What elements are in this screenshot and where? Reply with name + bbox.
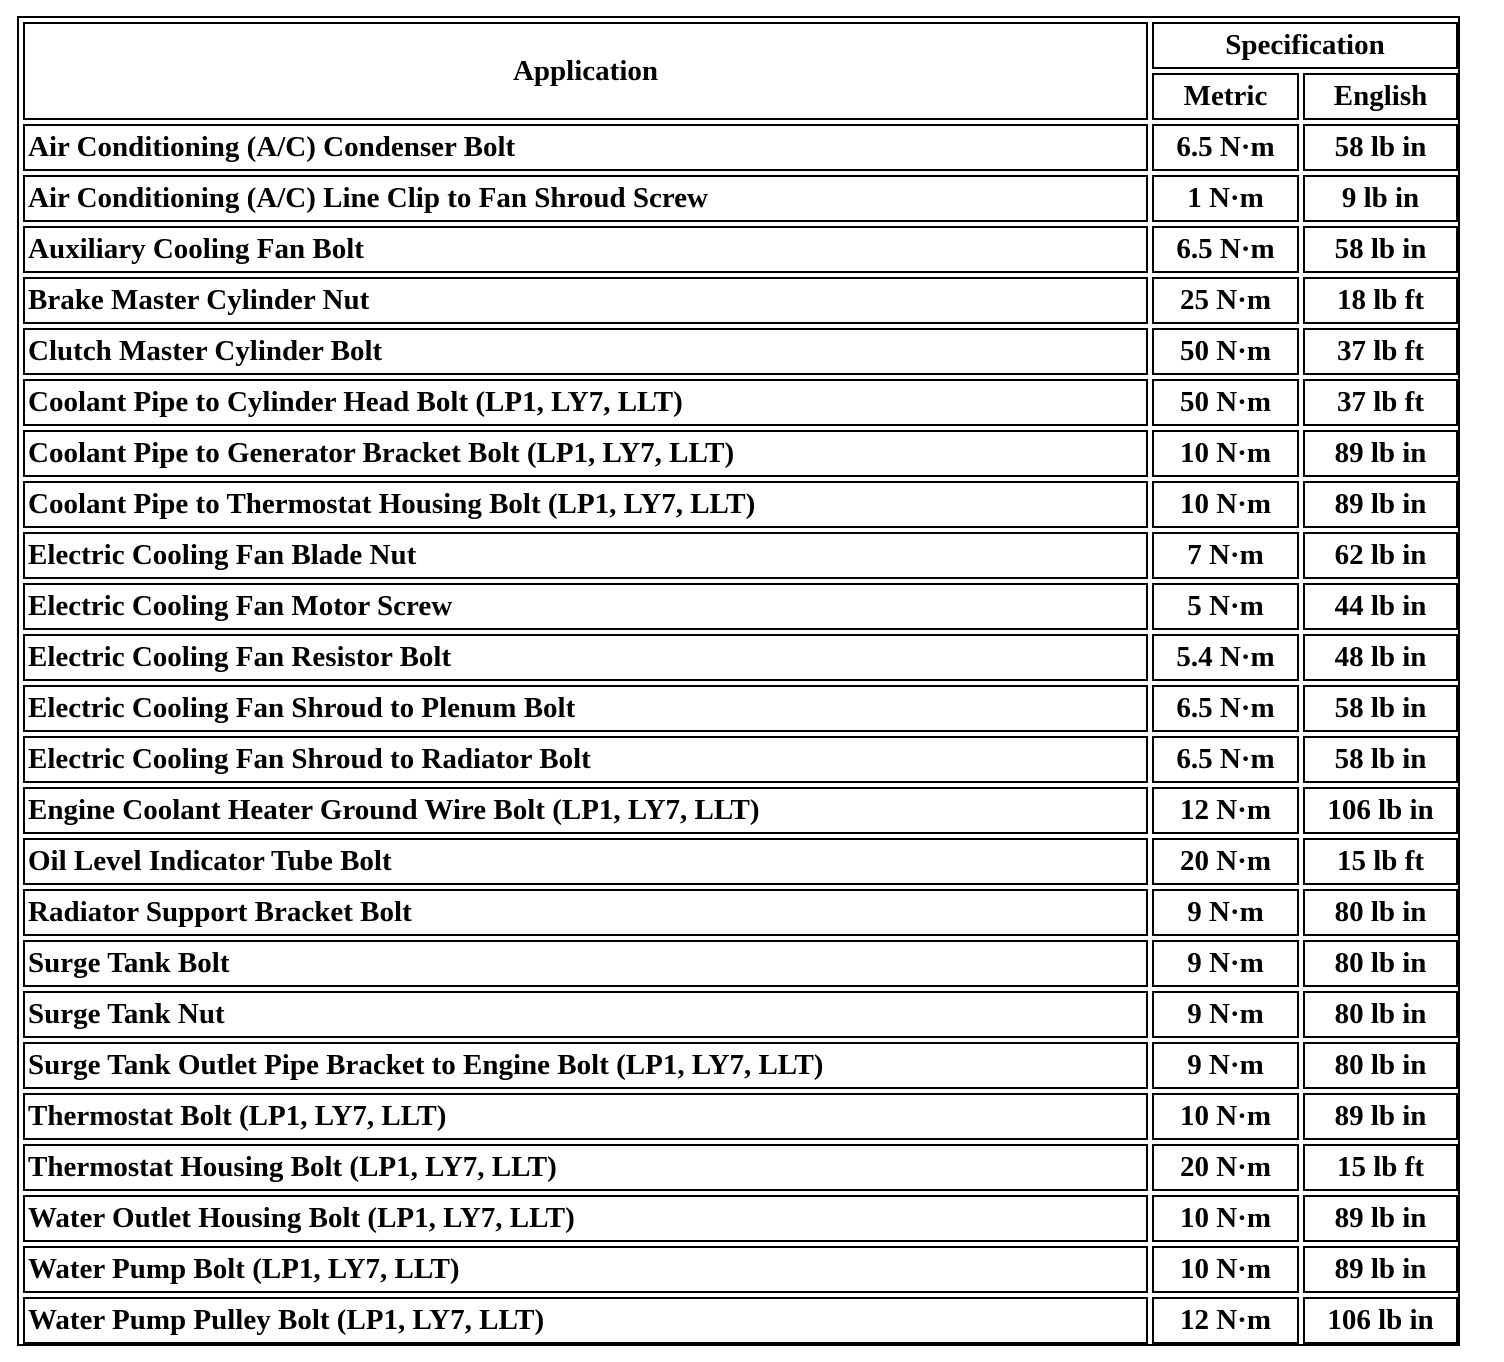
cell-english: 48 lb in [1303,634,1458,681]
cell-english: 89 lb in [1303,1093,1458,1140]
cell-metric: 20 N·m [1152,838,1299,885]
cell-metric: 6.5 N·m [1152,685,1299,732]
cell-english: 58 lb in [1303,736,1458,783]
cell-english: 89 lb in [1303,1246,1458,1293]
cell-application: Radiator Support Bracket Bolt [23,889,1148,936]
torque-spec-table [19,18,1462,1348]
table-row [23,940,1458,987]
cell-metric: 25 N·m [1152,277,1299,324]
table-row [23,991,1458,1038]
cell-english: 44 lb in [1303,583,1458,630]
cell-application: Coolant Pipe to Cylinder Head Bolt (LP1, LY7, LLT) [23,379,1148,426]
cell-metric: 6.5 N·m [1152,736,1299,783]
cell-english: 18 lb ft [1303,277,1458,324]
cell-metric: 9 N·m [1152,940,1299,987]
cell-application: Electric Cooling Fan Shroud to Radiator Bolt [23,736,1148,783]
cell-english: 15 lb ft [1303,838,1458,885]
cell-english: 37 lb ft [1303,379,1458,426]
table-row [23,889,1458,936]
cell-application: Clutch Master Cylinder Bolt [23,328,1148,375]
cell-application: Water Pump Pulley Bolt (LP1, LY7, LLT) [23,1297,1148,1344]
cell-metric: 5.4 N·m [1152,634,1299,681]
cell-application: Oil Level Indicator Tube Bolt [23,838,1148,885]
table-row [23,1297,1458,1344]
cell-application: Surge Tank Nut [23,991,1148,1038]
table-row [23,1246,1458,1293]
cell-application: Electric Cooling Fan Motor Screw [23,583,1148,630]
table-row [23,838,1458,885]
cell-english: 80 lb in [1303,991,1458,1038]
cell-english: 89 lb in [1303,1195,1458,1242]
cell-application: Thermostat Housing Bolt (LP1, LY7, LLT) [23,1144,1148,1191]
cell-english: 58 lb in [1303,685,1458,732]
table-row [23,736,1458,783]
cell-metric: 7 N·m [1152,532,1299,579]
table-row [23,277,1458,324]
cell-metric: 10 N·m [1152,1246,1299,1293]
table-row [23,634,1458,681]
cell-metric: 10 N·m [1152,481,1299,528]
cell-english: 58 lb in [1303,124,1458,171]
table-row [23,1195,1458,1242]
table-row [23,685,1458,732]
cell-application: Air Conditioning (A/C) Line Clip to Fan Shroud Screw [23,175,1148,222]
table-row [23,1144,1458,1191]
cell-metric: 10 N·m [1152,430,1299,477]
cell-english: 80 lb in [1303,940,1458,987]
header-application: Application [23,22,1148,120]
cell-application: Thermostat Bolt (LP1, LY7, LLT) [23,1093,1148,1140]
table-row [23,328,1458,375]
cell-application: Surge Tank Outlet Pipe Bracket to Engine Bolt (LP1, LY7, LLT) [23,1042,1148,1089]
cell-application: Electric Cooling Fan Resistor Bolt [23,634,1148,681]
table-row [23,532,1458,579]
table-row [23,787,1458,834]
cell-metric: 50 N·m [1152,328,1299,375]
cell-application: Coolant Pipe to Thermostat Housing Bolt (LP1, LY7, LLT) [23,481,1148,528]
cell-metric: 12 N·m [1152,787,1299,834]
table-row [23,124,1458,171]
cell-application: Water Outlet Housing Bolt (LP1, LY7, LLT) [23,1195,1148,1242]
cell-application: Electric Cooling Fan Blade Nut [23,532,1148,579]
cell-metric: 10 N·m [1152,1093,1299,1140]
cell-metric: 6.5 N·m [1152,124,1299,171]
cell-english: 80 lb in [1303,1042,1458,1089]
cell-application: Air Conditioning (A/C) Condenser Bolt [23,124,1148,171]
table-row [23,481,1458,528]
cell-application: Electric Cooling Fan Shroud to Plenum Bolt [23,685,1148,732]
cell-english: 106 lb in [1303,787,1458,834]
header-metric: Metric [1152,73,1299,120]
cell-application: Engine Coolant Heater Ground Wire Bolt (LP1, LY7, LLT) [23,787,1148,834]
cell-english: 15 lb ft [1303,1144,1458,1191]
cell-english: 37 lb ft [1303,328,1458,375]
cell-metric: 6.5 N·m [1152,226,1299,273]
cell-metric: 20 N·m [1152,1144,1299,1191]
table-row [23,430,1458,477]
header-specification: Specification [1152,22,1458,69]
cell-application: Water Pump Bolt (LP1, LY7, LLT) [23,1246,1148,1293]
table-row [23,1093,1458,1140]
table-row [23,175,1458,222]
cell-metric: 5 N·m [1152,583,1299,630]
table-row [23,226,1458,273]
cell-english: 62 lb in [1303,532,1458,579]
table-row [23,379,1458,426]
cell-english: 89 lb in [1303,481,1458,528]
cell-english: 89 lb in [1303,430,1458,477]
cell-english: 58 lb in [1303,226,1458,273]
cell-metric: 12 N·m [1152,1297,1299,1344]
table-row [23,1042,1458,1089]
cell-application: Surge Tank Bolt [23,940,1148,987]
cell-application: Coolant Pipe to Generator Bracket Bolt (LP1, LY7, LLT) [23,430,1148,477]
cell-metric: 1 N·m [1152,175,1299,222]
cell-english: 80 lb in [1303,889,1458,936]
cell-metric: 9 N·m [1152,889,1299,936]
cell-application: Brake Master Cylinder Nut [23,277,1148,324]
cell-metric: 50 N·m [1152,379,1299,426]
cell-metric: 10 N·m [1152,1195,1299,1242]
cell-metric: 9 N·m [1152,991,1299,1038]
table-row [23,583,1458,630]
cell-english: 106 lb in [1303,1297,1458,1344]
cell-application: Auxiliary Cooling Fan Bolt [23,226,1148,273]
cell-metric: 9 N·m [1152,1042,1299,1089]
header-english: English [1303,73,1458,120]
cell-english: 9 lb in [1303,175,1458,222]
